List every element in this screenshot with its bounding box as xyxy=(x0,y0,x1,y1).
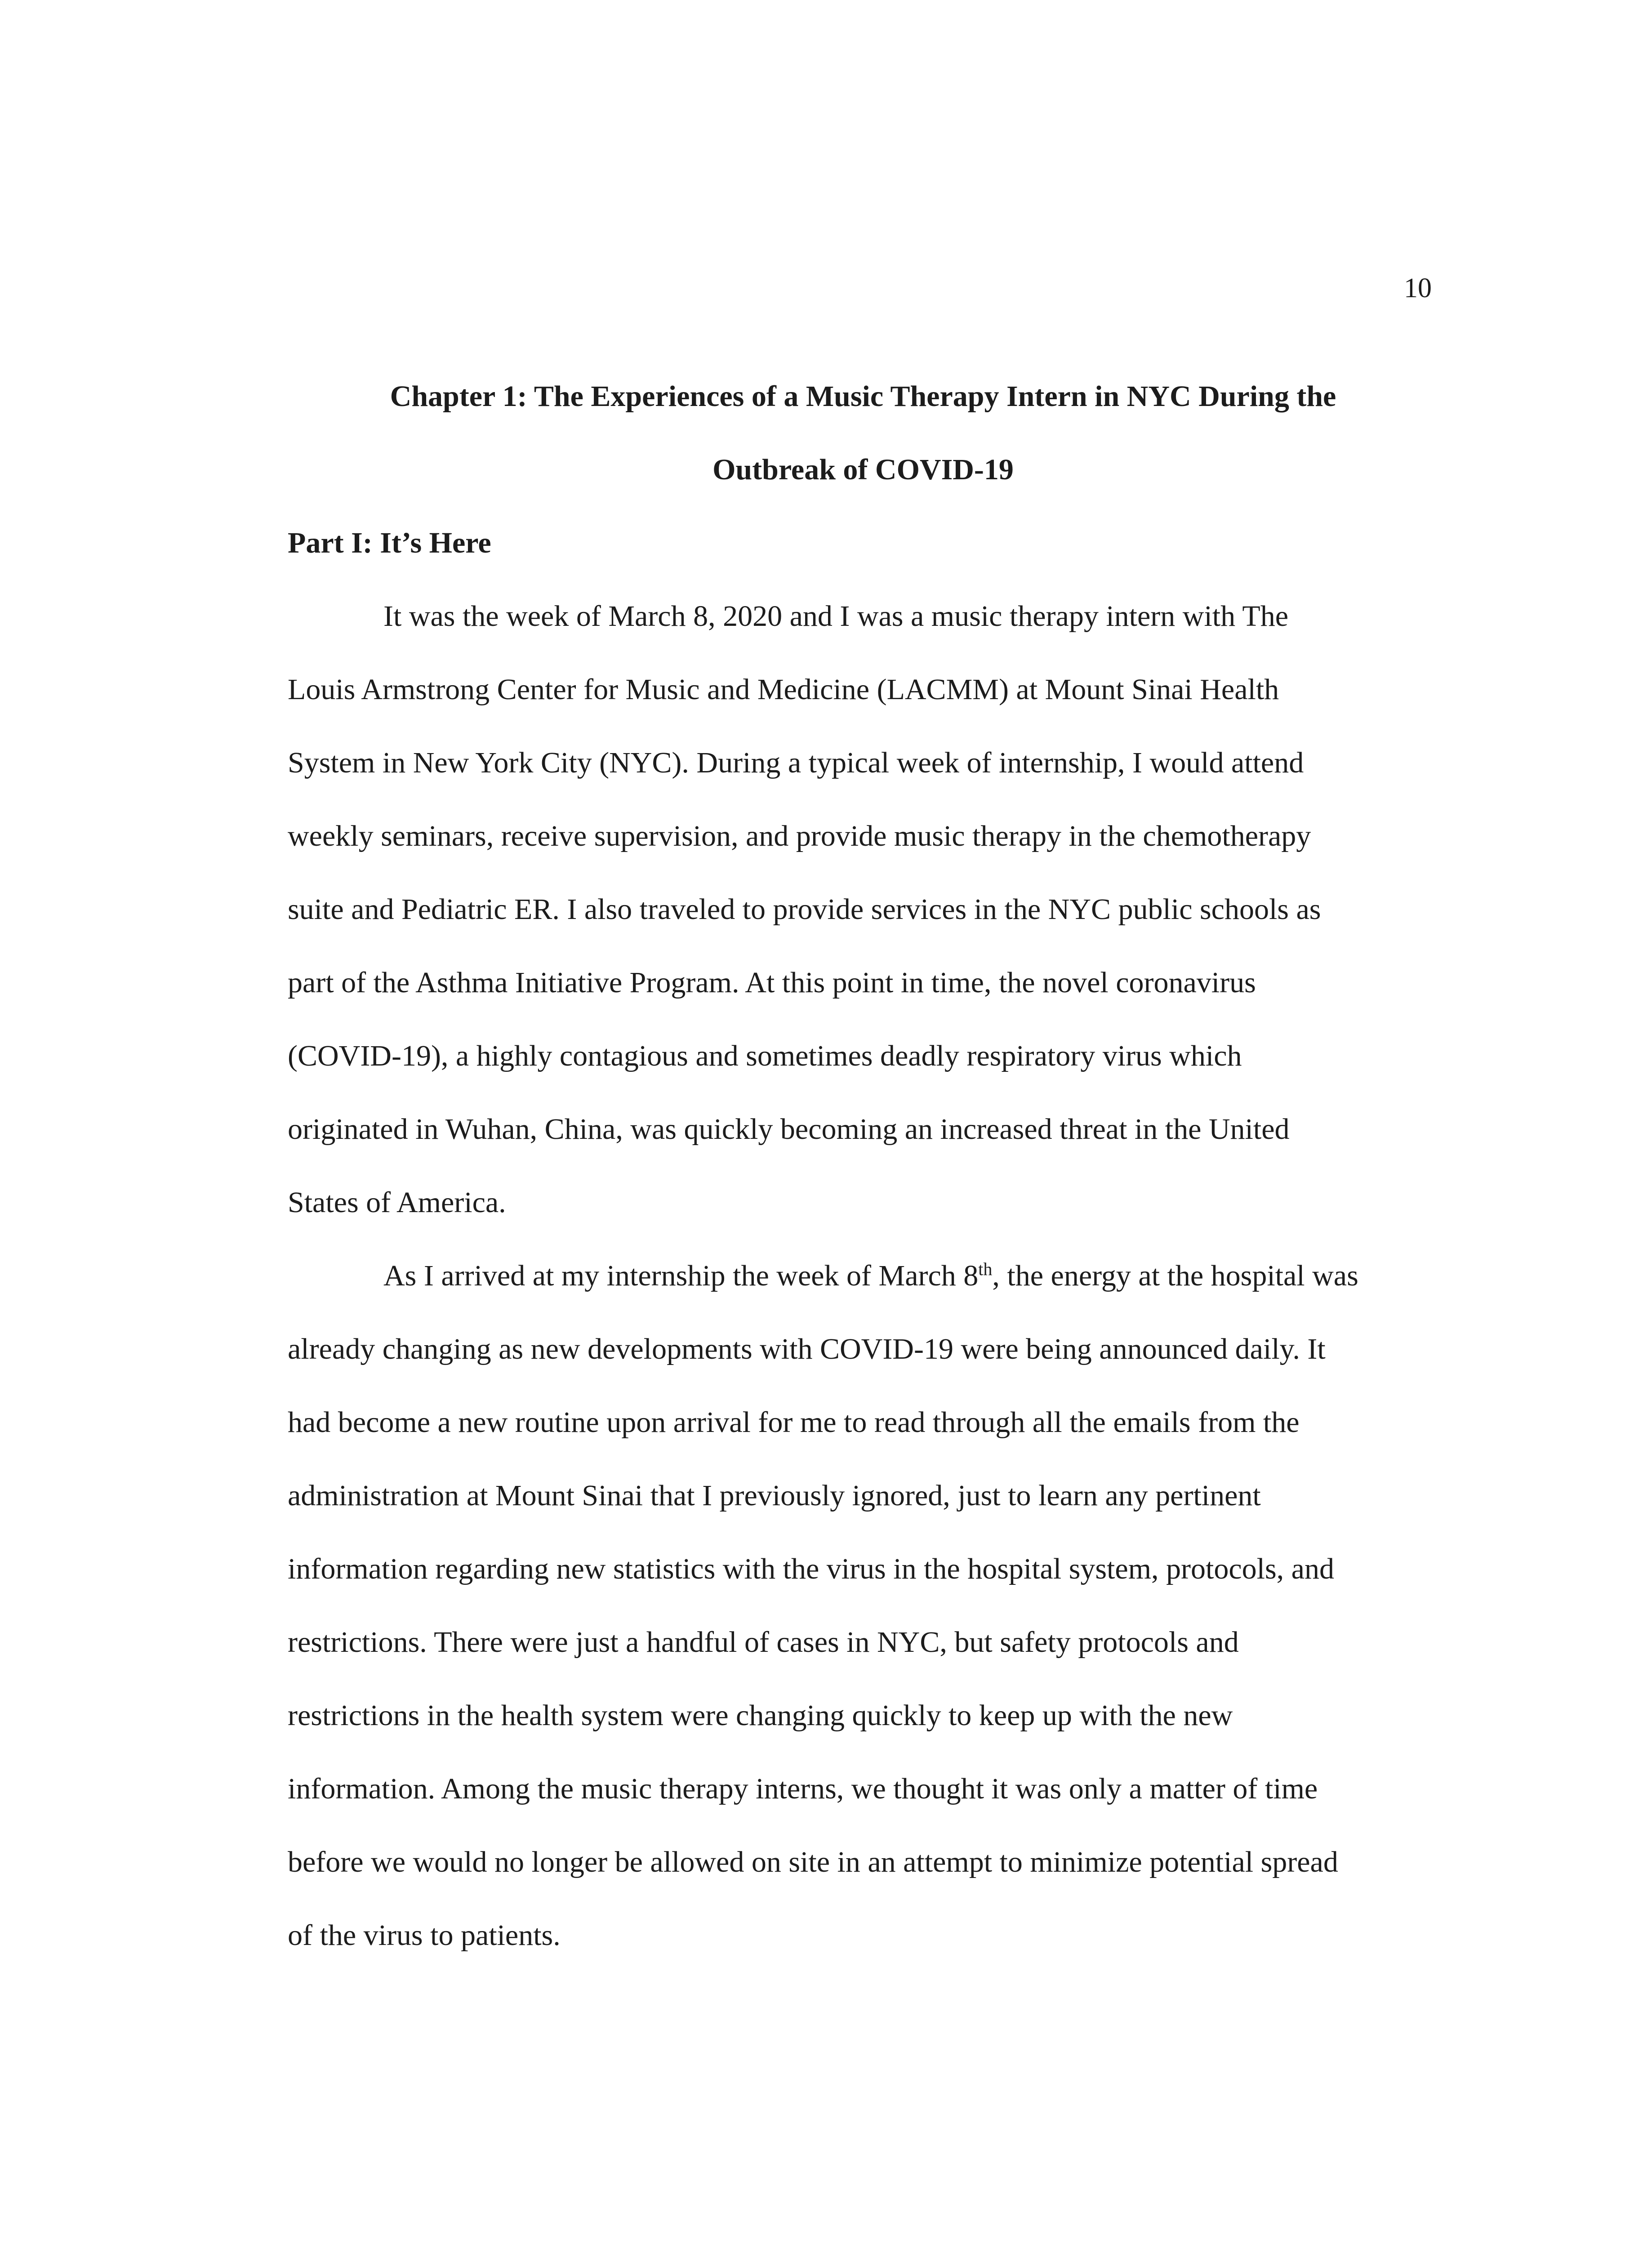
paragraph-line: Louis Armstrong Center for Music and Medicine (LACMM) at Mount Sinai Health xyxy=(288,673,1279,706)
paragraph-line: before we would no longer be allowed on site in an attempt to minimize potential spread xyxy=(288,1846,1338,1878)
paragraph-line: weekly seminars, receive supervision, and provide music therapy in the chemotherapy xyxy=(288,820,1311,852)
ordinal-suffix: th xyxy=(978,1259,993,1279)
paragraph-line: information. Among the music therapy interns, we thought it was only a matter of time xyxy=(288,1772,1318,1805)
paragraph-line: restrictions in the health system were changing quickly to keep up with the new xyxy=(288,1699,1233,1732)
paragraph-line: (COVID-19), a highly contagious and sometimes deadly respiratory virus which xyxy=(288,1039,1242,1072)
paragraph-line: restrictions. There were just a handful of cases in NYC, but safety protocols and xyxy=(288,1626,1239,1659)
chapter-title xyxy=(288,360,1438,506)
paragraph-line: States of America. xyxy=(288,1186,506,1219)
paragraph-text: As I arrived at my internship the week of March 8 xyxy=(383,1259,979,1292)
paragraph-line: had become a new routine upon arrival for me to read through all the emails from the xyxy=(288,1406,1300,1439)
paragraph xyxy=(288,580,1438,1239)
paragraph-line: originated in Wuhan, China, was quickly becoming an increased threat in the United xyxy=(288,1113,1290,1146)
paragraph-line: of the virus to patients. xyxy=(288,1919,561,1952)
paragraph-line xyxy=(288,1239,1438,1312)
document-body xyxy=(288,360,1438,1972)
paragraph-text: , the energy at the hospital was xyxy=(992,1259,1358,1292)
page-number: 10 xyxy=(1404,273,1432,303)
paragraph xyxy=(288,1239,1438,1972)
chapter-title-line: Outbreak of COVID-19 xyxy=(712,453,1014,486)
paragraph-line: It was the week of March 8, 2020 and I was a music therapy intern with The xyxy=(383,600,1289,633)
paragraph-line: administration at Mount Sinai that I previously ignored, just to learn any pertinent xyxy=(288,1479,1261,1512)
paragraph-line: suite and Pediatric ER. I also traveled to provide services in the NYC public schools as xyxy=(288,893,1321,926)
chapter-title-line: Chapter 1: The Experiences of a Music Therapy Intern in NYC During the xyxy=(390,380,1336,413)
paragraph-line: System in New York City (NYC). During a typical week of internship, I would attend xyxy=(288,746,1304,779)
paragraph-line: already changing as new developments with COVID-19 were being announced daily. It xyxy=(288,1333,1326,1365)
paragraph-line: information regarding new statistics with the virus in the hospital system, protocols, and xyxy=(288,1552,1334,1585)
section-heading: Part I: It’s Here xyxy=(288,526,491,559)
paragraph-line: part of the Asthma Initiative Program. At this point in time, the novel coronavirus xyxy=(288,966,1256,999)
